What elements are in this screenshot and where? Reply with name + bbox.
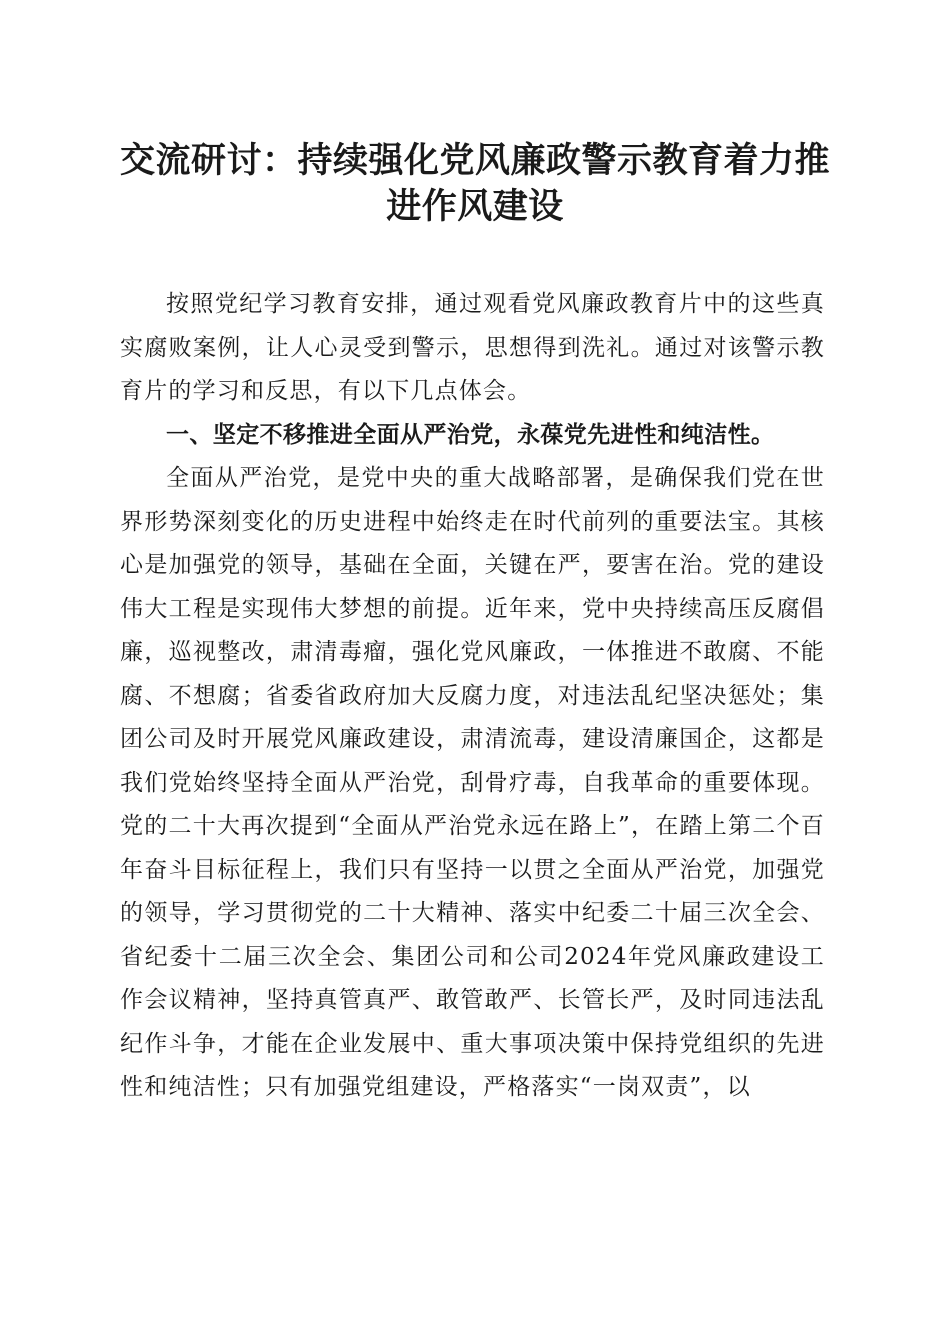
- document-title: 交流研讨：持续强化党风廉政警示教育着力推进作风建设: [119, 141, 830, 227]
- document-body: [120, 283, 825, 1110]
- intro-paragraph: 按照党纪学习教育安排，通过观看党风廉政教育片中的这些真实腐败案例，让人心灵受到警示，思想得到洗礼。通过对该警示教育片的学习和反思，有以下几点体会。: [120, 291, 825, 404]
- section-1-paragraph: 全面从严治党，是党中央的重大战略部署，是确保我们党在世界形势深刻变化的历史进程中始终走在时代前列的重要法宝。其核心是加强党的领导，基础在全面，关键在严，要害在治。党的建设伟大工程是实现伟大梦想的前提。近年来，党中央持续高压反腐倡廉，巡视整改，肃清毒瘤，强化党风廉政，一体推进不敢腐、不能腐、不想腐；省委省政府加大反腐力度，对违法乱纪坚决惩处；集团公司及时开展党风廉政建设，肃清流毒，建设清廉国企，这都是我们党始终坚持全面从严治党，刮骨疗毒，自我革命的重要体现。党的二十大再次提到“全面从严治党永远在路上”，在踏上第二个百年奋斗目标征程上，我们只有坚持一以贯之全面从严治党，加强党的领导，学习贯彻党的二十大精神、落实中纪委二十届三次全会、省纪委十二届三次全会、集团公司和公司2024年党风廉政建设工作会议精神，坚持真管真严、敢管敢严、长管长严，及时同违法乱纪作斗争，才能在企业发展中、重大事项决策中保持党组织的先进性和纯洁性；只有加强党组建设，严格落实“一岗双责”，以: [120, 465, 825, 1100]
- section-heading-1: 一、坚定不移推进全面从严治党，永葆党先进性和纯洁性。: [166, 421, 775, 448]
